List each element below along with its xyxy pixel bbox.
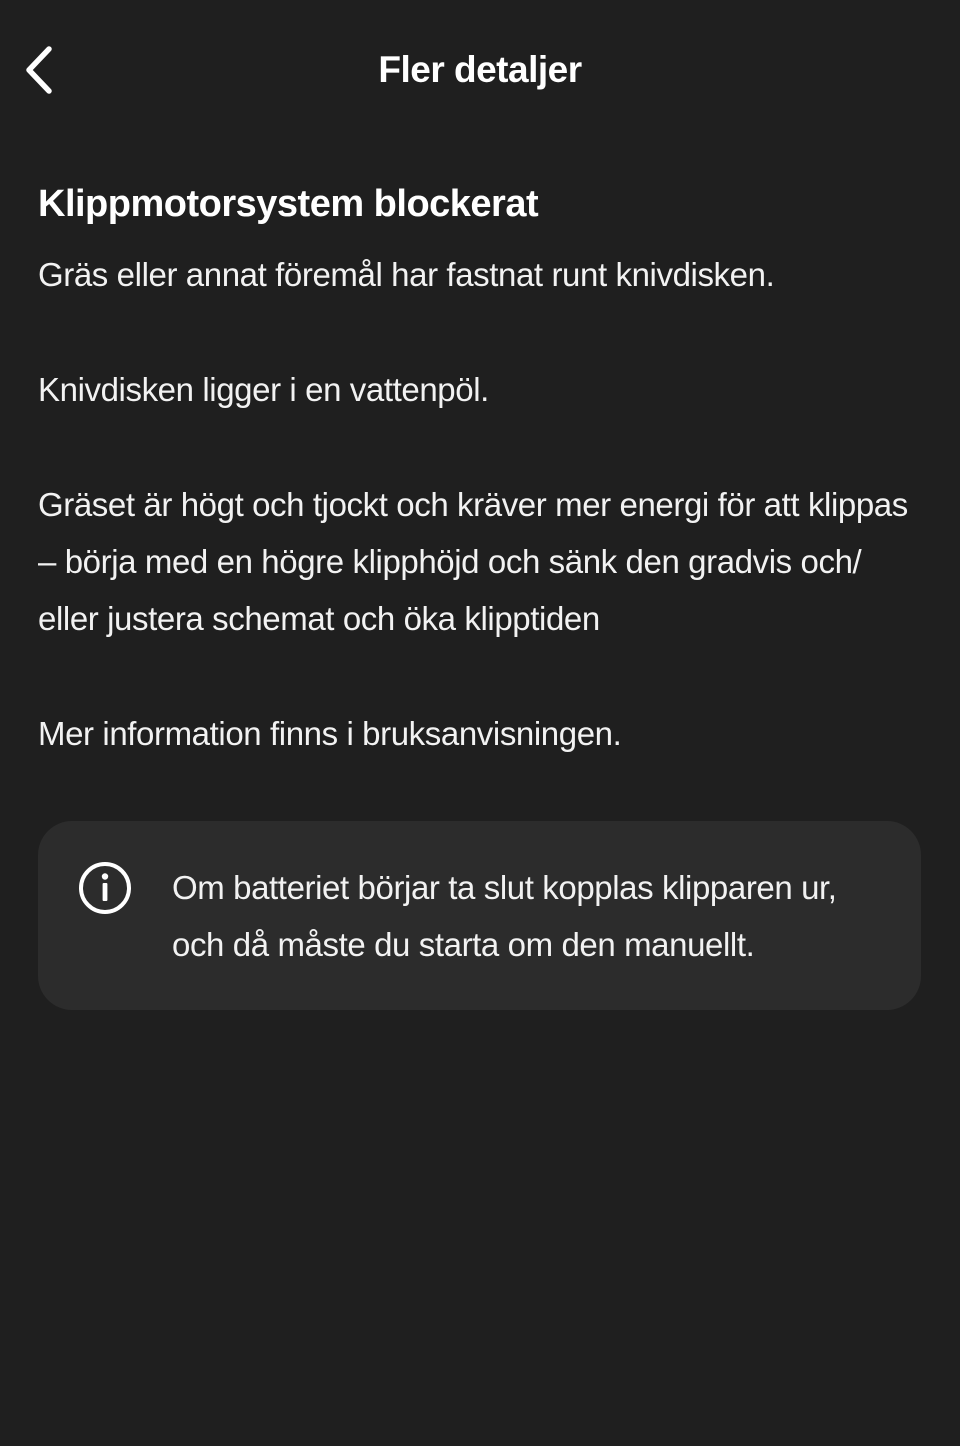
info-icon: [78, 861, 132, 915]
cause-paragraph-2: Knivdisken ligger i en vattenpöl.: [38, 371, 489, 408]
cause-paragraph-3: Gräset är högt och tjockt och kräver mer energi för att klippas – börja med en högre klipphöjd och sänk den gradvis och/ eller justera schemat och öka klipptiden: [38, 486, 908, 637]
section-heading: Klippmotorsystem blockerat: [38, 183, 539, 225]
header: [0, 0, 960, 140]
cause-paragraph-4: Mer information finns i bruksanvisningen.: [38, 715, 622, 752]
cause-paragraph-1: Gräs eller annat föremål har fastnat runt knivdisken.: [38, 256, 775, 293]
info-text: Om batteriet börjar ta slut kopplas klipparen ur, och då måste du starta om den manuellt.: [172, 869, 837, 963]
details-content: [38, 176, 922, 762]
page-title: Fler detaljer: [378, 49, 582, 90]
info-box: [38, 821, 921, 1010]
